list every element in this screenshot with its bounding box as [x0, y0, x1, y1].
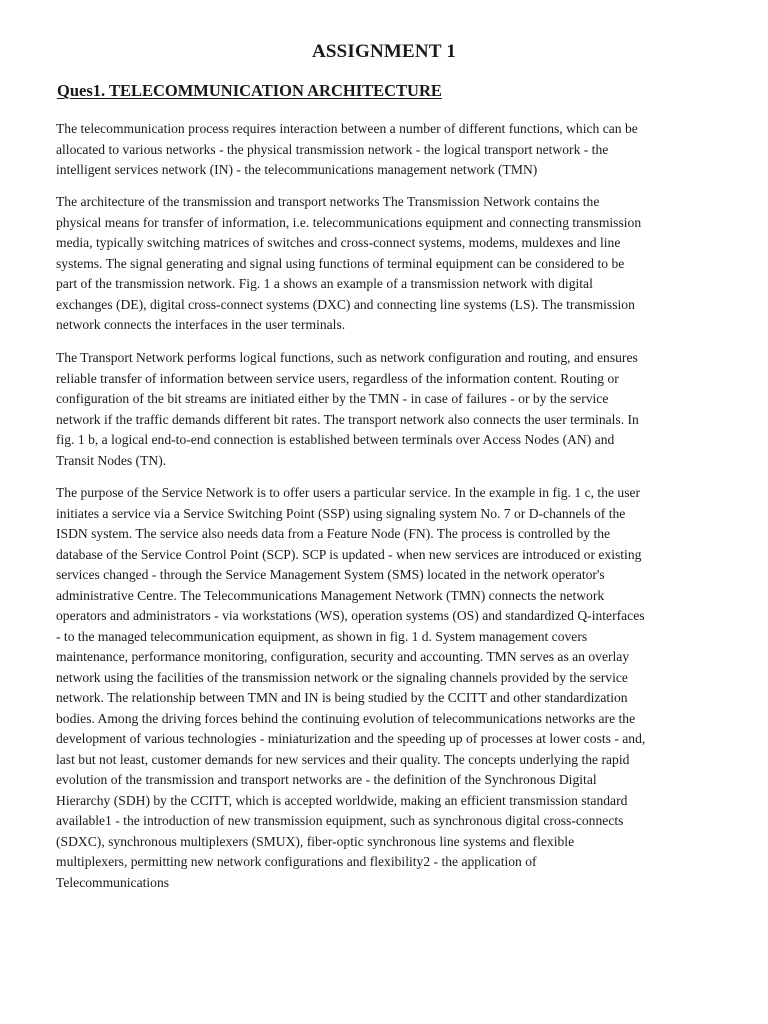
- paragraph-line: available1 - the introduction of new transmission equipment, such as synchronous digital cross-connects: [56, 813, 624, 828]
- paragraph-line: network using the facilities of the transmission network or the signaling channels provided by the service: [56, 669, 628, 685]
- paragraph-line: development of various technologies - miniaturization and the speeding up of processes at lower costs - and,: [56, 731, 646, 746]
- paragraph-line: Hierarchy (SDH) by the CCITT, which is accepted worldwide, making an efficient transmission standard: [56, 792, 628, 808]
- paragraph-line: The telecommunication process requires interaction between a number of different functions, which can be: [56, 121, 638, 136]
- paragraph-line: fig. 1 b, a logical end-to-end connection is established between terminals over Access Nodes (AN) and: [56, 432, 615, 447]
- paragraph-line: evolution of the transmission and transport networks are - the definition of the Synchronous Digital: [56, 772, 597, 787]
- paragraph-line: initiates a service via a Service Switching Point (SSP) using signaling system No. 7 or D-channels of the: [56, 505, 626, 521]
- question-heading: Ques1. TELECOMMUNICATION ARCHITECTURE: [57, 81, 442, 100]
- paragraph-line: Telecommunications: [56, 874, 170, 890]
- paragraph-line: configuration of the bit streams are initiated either by the TMN - in case of failures - or by the service: [56, 391, 609, 406]
- paragraph-line: The purpose of the Service Network is to offer users a particular service. In the example in fig. 1 c, the user: [56, 485, 641, 500]
- paragraph-line: multiplexers, permitting new network configurations and flexibility2 - the application of: [56, 854, 537, 869]
- paragraph-transport-network: [56, 348, 716, 471]
- paragraph-line: ISDN system. The service also needs data from a Feature Node (FN). The process is controlled by the: [56, 526, 611, 541]
- paragraph-line: network if the traffic demands different bit rates. The transport network also connects the user terminals. In: [56, 411, 639, 427]
- paragraph-line: services changed - through the Service Management System (SMS) located in the network operator's: [56, 567, 605, 582]
- paragraph-line: part of the transmission network. Fig. 1 a shows an example of a transmission network with digital: [56, 276, 593, 291]
- paragraph-line: physical means for transfer of information, i.e. telecommunications equipment and connecting transmission: [56, 214, 642, 230]
- paragraph-line: systems. The signal generating and signal using functions of terminal equipment can be considered to be: [56, 255, 625, 271]
- paragraph-line: network connects the interfaces in the user terminals.: [56, 317, 346, 332]
- paragraph-line: administrative Centre. The Telecommunications Management Network (TMN) connects the network: [56, 587, 605, 603]
- paragraph-line: intelligent services network (IN) - the telecommunications management network (TMN): [56, 162, 538, 177]
- paragraph-line: exchanges (DE), digital cross-connect systems (DXC) and connecting line systems (LS). The transmission: [56, 296, 635, 312]
- paragraph-line: Transit Nodes (TN).: [56, 452, 167, 468]
- paragraph-line: operators and administrators - via workstations (WS), operation systems (OS) and standardized Q-interfaces: [56, 608, 645, 623]
- paragraph-line: network. The relationship between TMN and IN is being studied by the CCITT and other standardization: [56, 690, 628, 705]
- paragraph-line: - to the managed telecommunication equipment, as shown in fig. 1 d. System management covers: [56, 628, 588, 644]
- paragraph-line: database of the Service Control Point (SCP). SCP is updated - when new services are introduced or existing: [56, 546, 642, 562]
- paragraph-intro: [56, 119, 716, 181]
- document-title: ASSIGNMENT 1: [311, 41, 457, 62]
- paragraph-transmission-network: [56, 192, 716, 336]
- paragraph-line: media, typically switching matrices of switches and cross-connect systems, modems, muldexes and line: [56, 235, 621, 250]
- paragraph-line: maintenance, performance monitoring, configuration, security and accounting. TMN serves as an overlay: [56, 649, 630, 664]
- paragraph-line: (SDXC), synchronous multiplexers (SMUX), fiber-optic synchronous line systems and flexible: [56, 833, 575, 849]
- paragraph-line: last but not least, customer demands for new services and their quality. The concepts underlying the rapid: [56, 751, 630, 767]
- paragraph-line: The architecture of the transmission and transport networks The Transmission Network contains the: [56, 194, 600, 209]
- paragraph-service-network: [56, 483, 716, 893]
- paragraph-line: The Transport Network performs logical functions, such as network configuration and routing, and ensures: [56, 350, 638, 365]
- paragraph-line: bodies. Among the driving forces behind the continuing evolution of telecommunications networks are the: [56, 710, 636, 726]
- paragraph-line: reliable transfer of information between service users, regardless of the information content. Routing or: [56, 370, 619, 386]
- paragraph-line: allocated to various networks - the physical transmission network - the logical transport network - the: [56, 141, 609, 157]
